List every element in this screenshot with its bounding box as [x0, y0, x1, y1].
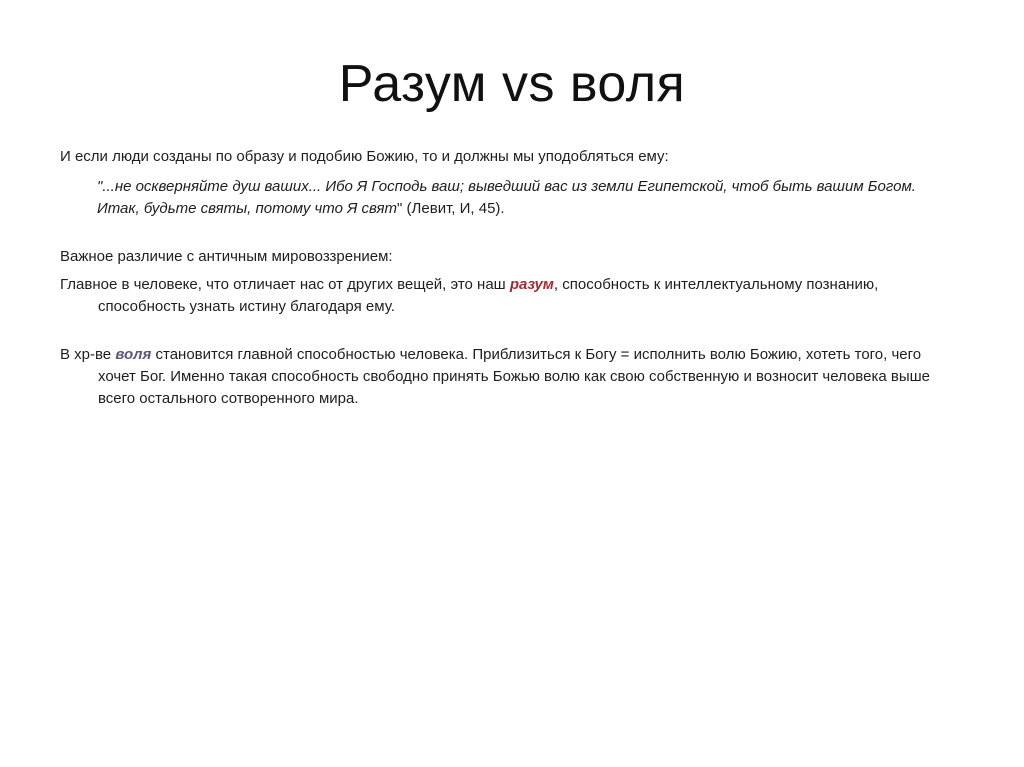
- paragraph-intro: И если люди созданы по образу и подобию Божию, то и должны мы уподобляться ему:: [60, 148, 669, 165]
- will-text-after: становится главной способностью человека. Приблизиться к Богу = исполнить волю Божию, хотеть того, чего хочет Бог. Именно такая способность свободно принять Божью волю как свою собственную и возносит человека выше всего остального сотворенного мира.: [98, 346, 930, 407]
- quote-line-2-italic: Итак, будьте святы, потому что Я свят: [97, 200, 398, 217]
- scripture-quote: [60, 176, 960, 220]
- reason-text-after: , способность к интеллектуальному познанию, способность узнать истину благодаря ему.: [98, 276, 879, 315]
- quote-line-2: [97, 198, 960, 220]
- keyword-will: воля: [115, 346, 152, 363]
- paragraph-difference: Важное различие с античным мировоззрением:: [60, 248, 393, 265]
- slide-title: Разум vs воля: [338, 55, 686, 113]
- slide-body: [60, 146, 960, 410]
- reason-text-before: Главное в человеке, что отличает нас от других вещей, это наш: [60, 276, 510, 293]
- will-text-before: В хр-ве: [60, 346, 116, 363]
- paragraph-reason: [60, 274, 960, 318]
- quote-citation: " (Левит, И, 45).: [397, 200, 505, 217]
- paragraph-will: [60, 344, 960, 410]
- quote-line-1: "...не оскверняйте душ ваших... Ибо Я Господь ваш; выведший вас из земли Египетской, чтоб быть вашим Богом.: [97, 178, 916, 195]
- keyword-reason: разум: [509, 276, 554, 293]
